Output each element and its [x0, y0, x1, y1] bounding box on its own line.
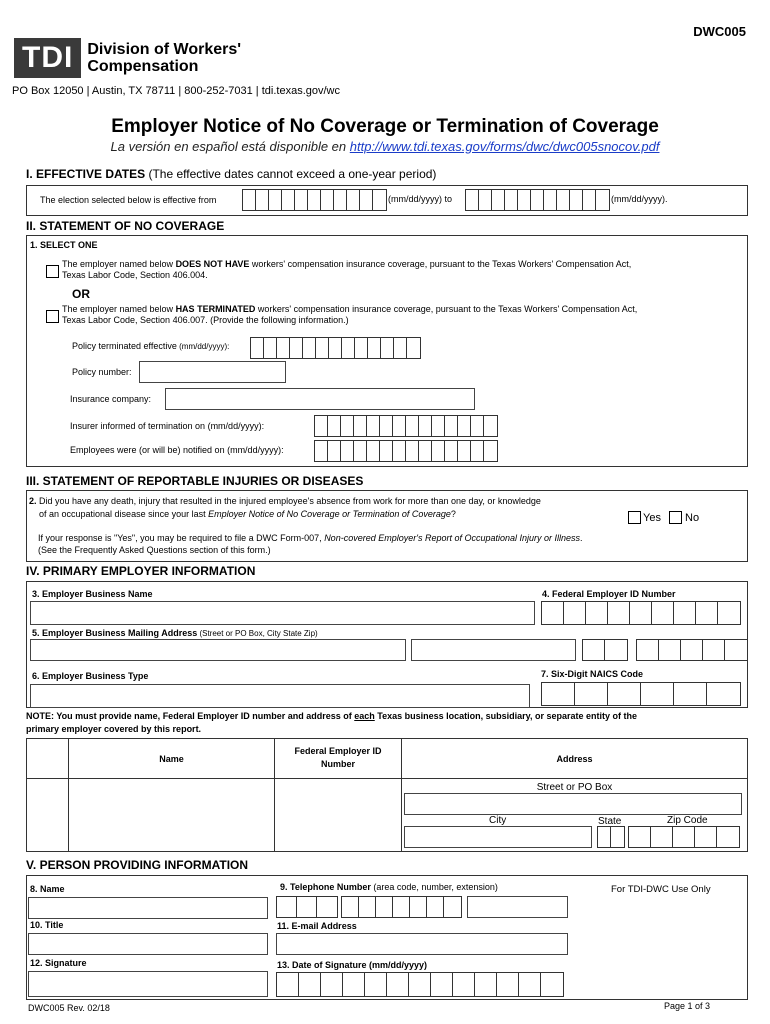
employees-notified-date[interactable]	[314, 440, 498, 462]
business-type-input[interactable]	[30, 684, 530, 708]
mailing-zip-input[interactable]	[636, 639, 748, 661]
injury-no-checkbox[interactable]	[669, 511, 682, 524]
zip-label: Zip Code	[667, 815, 708, 826]
spanish-form-link[interactable]: http://www.tdi.texas.gov/forms/dwc/dwc005snocov.pdf	[349, 139, 660, 154]
signature-date-label: 13. Date of Signature (mm/dd/yyyy)	[277, 960, 428, 970]
insurance-company-label: Insurance company:	[70, 394, 152, 404]
section5-heading: V. PERSON PROVIDING INFORMATION	[26, 858, 249, 872]
entity-table-header-rule-2	[69, 778, 748, 779]
business-name-label: 3. Employer Business Name	[32, 589, 153, 599]
telephone-extension[interactable]	[467, 896, 568, 918]
mailing-address-label: 5. Employer Business Mailing Address (Street or PO Box, City State Zip)	[32, 628, 318, 638]
city-label: City	[489, 815, 507, 826]
fein-input[interactable]	[541, 601, 741, 625]
section1-heading: I. EFFECTIVE DATES (The effective dates cannot exceed a one-year period)	[26, 167, 437, 181]
street-label: Street or PO Box	[536, 782, 613, 793]
col-fein-header: Federal Employer ID Number	[294, 746, 382, 769]
business-type-label: 6. Employer Business Type	[32, 671, 149, 681]
effective-from-date[interactable]	[242, 189, 387, 211]
tdi-use-only: For TDI-DWC Use Only	[611, 884, 711, 895]
state-label: State	[598, 816, 622, 827]
select-one-label: 1. SELECT ONE	[30, 240, 98, 250]
policy-terminated-date[interactable]	[250, 337, 421, 359]
logo-line2: Compensation	[87, 58, 199, 75]
section2-heading: II. STATEMENT OF NO COVERAGE	[26, 219, 225, 233]
injury-yes-checkbox[interactable]	[628, 511, 641, 524]
section3-heading: III. STATEMENT OF REPORTABLE INJURIES OR DISEASES	[26, 474, 364, 488]
no-coverage-text: The employer named below DOES NOT HAVE workers' compensation insurance coverage, pursuant to the Texas Workers' Compensation Act, Texas Labor Code, Section 406.004.	[62, 259, 632, 280]
title-label: 10. Title	[30, 920, 64, 930]
date-format-end: (mm/dd/yyyy).	[611, 194, 668, 204]
email-label: 11. E-mail Address	[277, 921, 357, 931]
entity-zip-input[interactable]	[628, 826, 740, 848]
entity-state-input[interactable]	[597, 826, 625, 848]
telephone-number[interactable]	[341, 896, 462, 918]
page-number: Page 1 of 3	[664, 1001, 711, 1011]
section4-heading: IV. PRIMARY EMPLOYER INFORMATION	[26, 564, 256, 578]
form-revision: DWC005 Rev. 02/18	[28, 1003, 110, 1013]
entity-table-rowhead	[26, 738, 69, 852]
policy-number-label: Policy number:	[72, 367, 132, 377]
person-name-label: 8. Name	[30, 884, 65, 894]
each-location-note: NOTE: You must provide name, Federal Employer ID number and address of each Texas business location, subsidiary, or separate entity of the primary employer covered by this report.	[26, 711, 638, 734]
form-title: Employer Notice of No Coverage or Termination of Coverage	[111, 116, 659, 137]
person-name-input[interactable]	[28, 897, 268, 919]
mailing-state-input[interactable]	[582, 639, 628, 661]
no-coverage-checkbox[interactable]	[46, 265, 59, 278]
mailing-street-input[interactable]	[30, 639, 406, 661]
employees-notified-label: Employees were (or will be) notified on (mm/dd/yyyy):	[70, 445, 284, 455]
naics-label: 7. Six-Digit NAICS Code	[541, 669, 644, 679]
or-label: OR	[72, 287, 90, 301]
col-name-header: Name	[159, 754, 184, 764]
policy-terminated-label: Policy terminated effective (mm/dd/yyyy):	[72, 341, 230, 351]
agency-address: PO Box 12050 | Austin, TX 78711 | 800-252-7031 | tdi.texas.gov/wc	[12, 85, 340, 97]
signature-label: 12. Signature	[30, 958, 87, 968]
form-007-note: If your response is "Yes", you may be required to file a DWC Form-007, Non-covered Employer's Report of Occupational Injury or Illness. (See the Frequently Asked Questions section of this form.)	[38, 533, 583, 555]
terminated-text: The employer named below HAS TERMINATED workers' compensation insurance coverage, pursuant to the Texas Workers' Compensation Act, Texas Labor Code, Section 406.007. (Provide the following information.)	[62, 304, 638, 325]
mailing-city-input[interactable]	[411, 639, 576, 661]
fein-label: 4. Federal Employer ID Number	[542, 589, 676, 599]
entity-street-input[interactable]	[404, 793, 742, 815]
naics-input[interactable]	[541, 682, 741, 706]
title-input[interactable]	[28, 933, 268, 955]
injury-yes-label: Yes	[643, 512, 661, 524]
entity-table-divider-1	[274, 738, 275, 852]
injury-question: 2. Did you have any death, injury that resulted in the injured employee's absence from work for more than one day, or knowledge of an occupational disease since your last Employer Notice of No Coverage or Termination of Coverage?	[29, 496, 541, 519]
tdi-logo-mark: TDI	[14, 38, 81, 78]
insurer-informed-date[interactable]	[314, 415, 498, 437]
telephone-label: 9. Telephone Number (area code, number, extension)	[280, 882, 498, 892]
business-name-input[interactable]	[30, 601, 535, 625]
terminated-checkbox[interactable]	[46, 310, 59, 323]
spanish-version-note: La versión en español está disponible en http://www.tdi.texas.gov/forms/dwc/dwc005snocov.pdf	[110, 139, 660, 154]
email-input[interactable]	[276, 933, 568, 955]
entity-city-input[interactable]	[404, 826, 592, 848]
form-id: DWC005	[693, 24, 746, 39]
col-address-header: Address	[556, 754, 593, 764]
telephone-area-code[interactable]	[276, 896, 338, 918]
policy-number-input[interactable]	[139, 361, 286, 383]
date-format-to: (mm/dd/yyyy) to	[388, 194, 453, 204]
insurance-company-input[interactable]	[165, 388, 475, 410]
insurer-informed-label: Insurer informed of termination on (mm/dd/yyyy):	[70, 421, 265, 431]
entity-table-header-rule	[26, 778, 69, 779]
tdi-logo	[14, 38, 241, 78]
signature-input[interactable]	[28, 971, 268, 997]
election-label: The election selected below is effective from	[40, 195, 217, 205]
injury-no-label: No	[685, 512, 700, 524]
signature-date-input[interactable]	[276, 972, 564, 997]
effective-to-date[interactable]	[465, 189, 610, 211]
logo-line1: Division of Workers'	[87, 41, 242, 58]
